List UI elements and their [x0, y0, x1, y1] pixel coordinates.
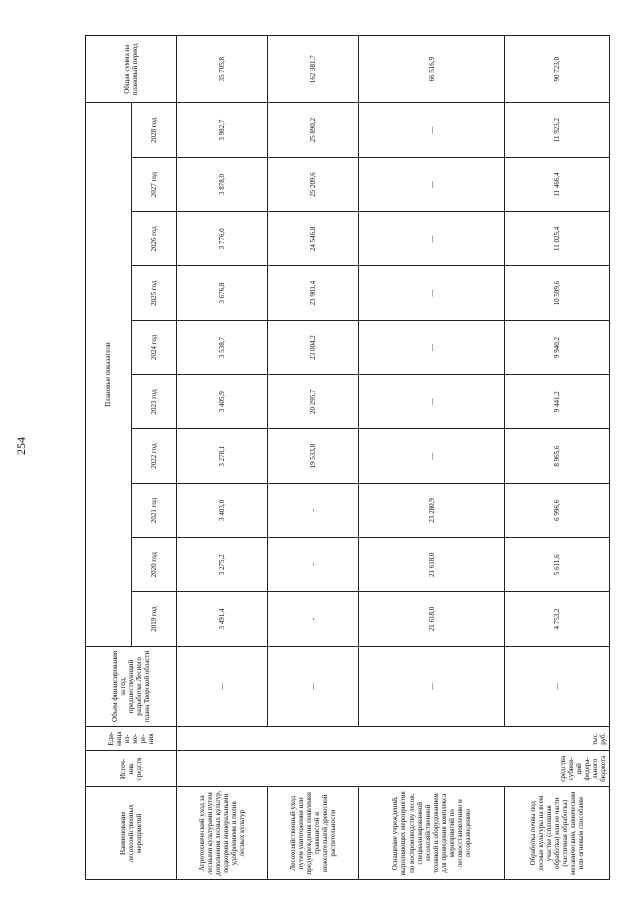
- row-value: 19 533,8: [268, 429, 359, 483]
- row-value: 6 996,6: [505, 483, 610, 537]
- row-value: 24 546,8: [268, 212, 359, 266]
- row-value: 23 004,2: [268, 320, 359, 374]
- row-value: 8 965,6: [505, 429, 610, 483]
- header-year: 2027 год: [131, 157, 177, 211]
- header-year: 2025 год: [131, 266, 177, 320]
- header-name: Наименование лесохозяйственных мероприятий: [86, 787, 177, 880]
- row-total: 35 705,8: [177, 36, 268, 103]
- row-value: 3 982,7: [177, 103, 268, 157]
- row-source: средства субвен- ций федера- льного бюджета: [177, 751, 610, 787]
- header-year: 2022 год: [131, 429, 177, 483]
- row-value: 11 025,4: [505, 212, 610, 266]
- row-name: Агротехнический уход за лесными культурами путем дополнения лесных культур, подкормки минеральными удобрениями и полив лесных культур: [177, 787, 268, 880]
- row-value: 20 295,7: [268, 375, 359, 429]
- row-value: 21 618,0: [359, 592, 505, 646]
- header-year: 2023 год: [131, 375, 177, 429]
- header-total: Общая сумма на плановый период: [86, 36, 177, 103]
- row-value: —: [359, 103, 505, 157]
- row-value: 10 599,6: [505, 266, 610, 320]
- row-value: —: [359, 429, 505, 483]
- header-year: 2019 год: [131, 592, 177, 646]
- row-total: 90 723,0: [505, 36, 610, 103]
- row-name: Оснащение учреждений, выполняющих мероприятия по воспроизводству лесов, специализированной лесохозяйственной техникой и оборудованием для проведения комплекса мероприятий по лесовосстановлению и лесоразведению: [359, 787, 505, 880]
- row-value: 3 491,4: [177, 592, 268, 646]
- header-year: 2021 год: [131, 483, 177, 537]
- row-value: 3 275,2: [177, 538, 268, 592]
- header-year: 2020 год: [131, 538, 177, 592]
- row-name: Лесохозяйственный уход путем уничтожения или предупреждения появления травянистой и нежелательной древесной растительности: [268, 787, 359, 880]
- row-value: 3 776,0: [177, 212, 268, 266]
- row-value: 5 611,6: [505, 538, 610, 592]
- row-value: 11 466,4: [505, 157, 610, 211]
- forestry-financing-table: [85, 35, 610, 880]
- header-year: 2028 год: [131, 103, 177, 157]
- row-volume: —: [177, 646, 268, 726]
- header-volume: Объем финансирования за год, предшествующий разработке Лесного плана Тверской области: [86, 646, 177, 726]
- row-value: —: [359, 266, 505, 320]
- row-value: 3 878,0: [177, 157, 268, 211]
- header-year: 2026 год: [131, 212, 177, 266]
- row-value: 25 209,6: [268, 157, 359, 211]
- header-source: Источ- ник средств: [86, 751, 177, 787]
- row-value: 3 403,0: [177, 483, 268, 537]
- header-unit: Еди- ница из- ме- ре- ния: [86, 727, 177, 751]
- row-total: 162 381,7: [268, 36, 359, 103]
- forestry-table-wrapper: [85, 35, 610, 880]
- table-row: [177, 36, 268, 880]
- row-value: 9 441,2: [505, 375, 610, 429]
- row-volume: —: [505, 646, 610, 726]
- row-volume: —: [359, 646, 505, 726]
- row-value: —: [359, 212, 505, 266]
- header-row-1: [86, 36, 132, 880]
- row-value: —: [359, 375, 505, 429]
- row-value: 21 618,0: [359, 538, 505, 592]
- row-value: —: [359, 320, 505, 374]
- row-value: 4 753,2: [505, 592, 610, 646]
- page-number: 254: [14, 437, 28, 455]
- row-value: 9 940,2: [505, 320, 610, 374]
- header-planned-group: Плановые показатели: [86, 103, 132, 646]
- row-value: 25 890,2: [268, 103, 359, 157]
- header-year: 2024 год: [131, 320, 177, 374]
- row-unit: тыс. руб.: [177, 727, 610, 751]
- row-value: —: [359, 157, 505, 211]
- row-value: 3 676,8: [177, 266, 268, 320]
- row-volume: —: [268, 646, 359, 726]
- row-value: 11 923,2: [505, 103, 610, 157]
- row-name: Обработка почвы под лесные культуры на всем участке (сплошная обработка) или ее части (частичная обработка) механическим, химическим или огневым способами: [505, 787, 610, 880]
- row-value: 23 901,4: [268, 266, 359, 320]
- row-value: 3 405,9: [177, 375, 268, 429]
- row-value: 3 278,1: [177, 429, 268, 483]
- row-value: -: [268, 592, 359, 646]
- row-value: 3 538,7: [177, 320, 268, 374]
- row-value: -: [268, 538, 359, 592]
- row-total: 66 516,9: [359, 36, 505, 103]
- row-value: 23 280,9: [359, 483, 505, 537]
- row-value: -: [268, 483, 359, 537]
